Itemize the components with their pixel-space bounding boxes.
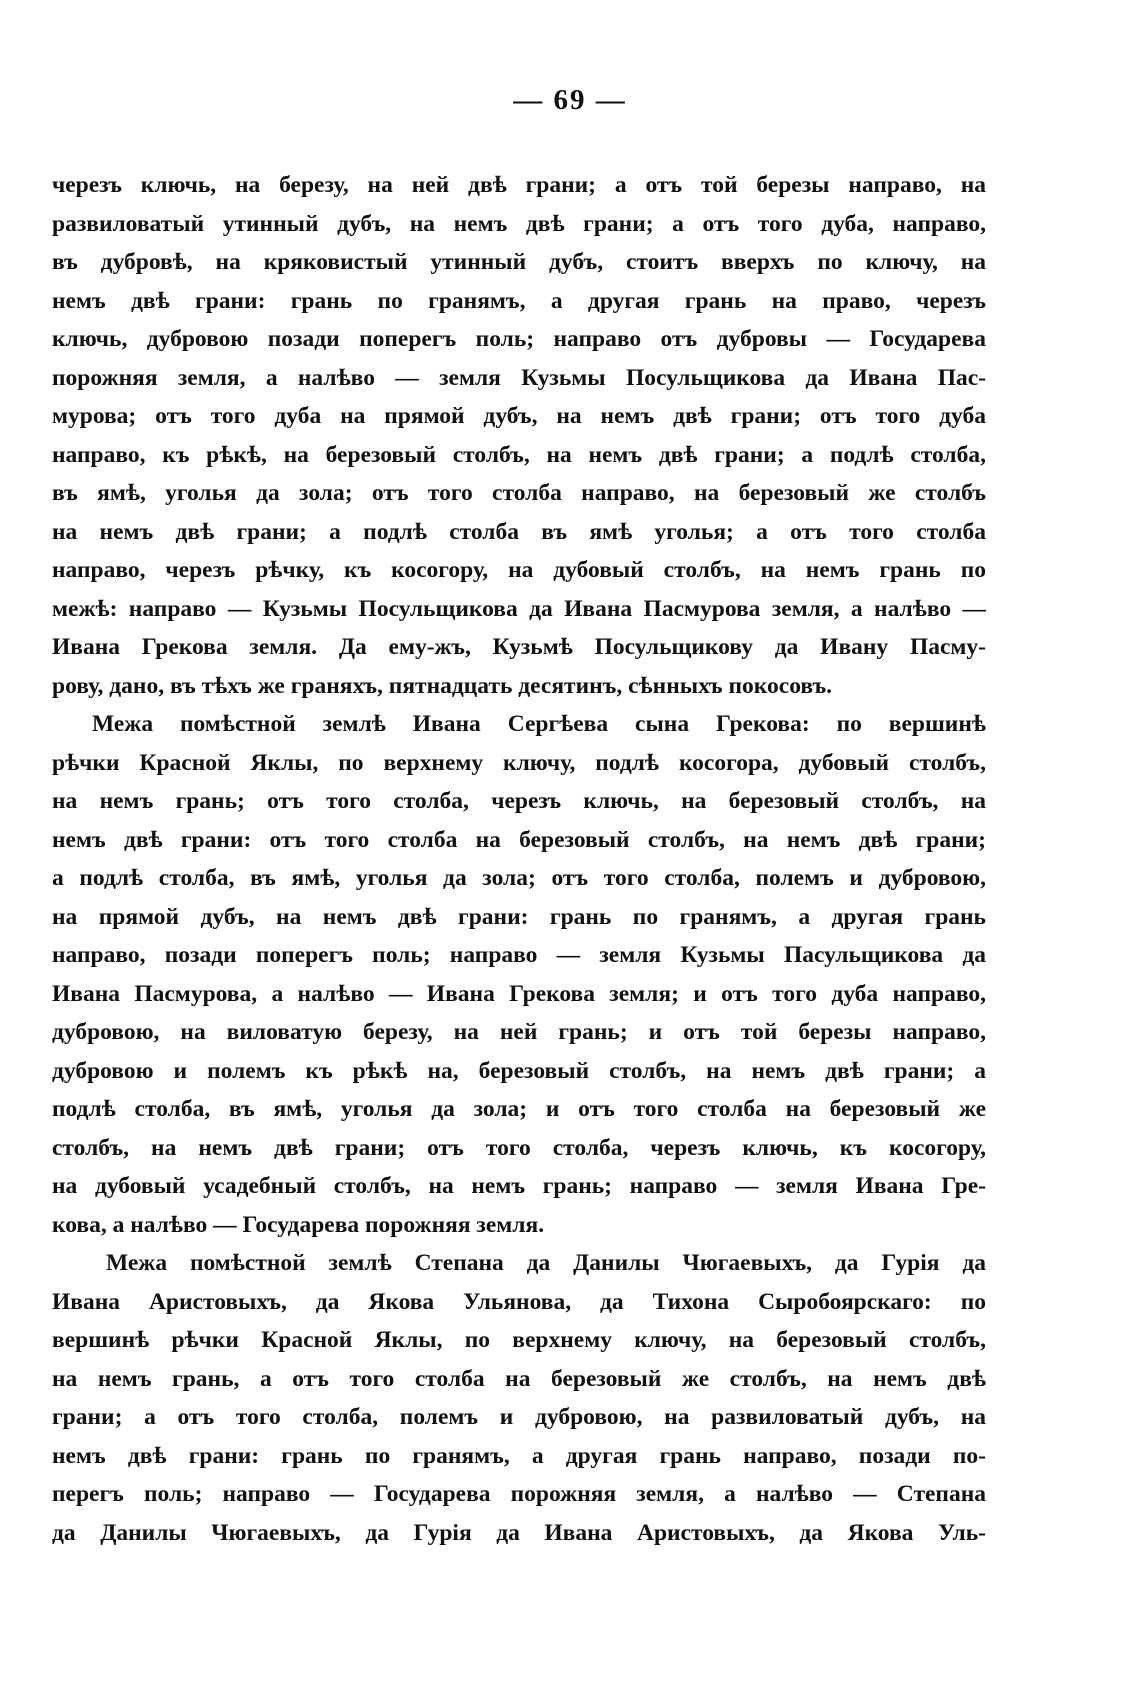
text-line: направо, черезъ рѣчку, къ косогору, на дубовый столбъ, на немъ грань по bbox=[52, 557, 986, 583]
text-line: немъ двѣ грани: грань по гранямъ, а другая грань на право, черезъ bbox=[52, 287, 986, 314]
text-line: мурова; отъ того дуба на прямой дубъ, на немъ двѣ грани; отъ того дуба bbox=[52, 403, 986, 429]
text-line: кова, а налѣво — Государева порожняя земля. bbox=[52, 1211, 545, 1238]
text-line: на немъ двѣ грани; а подлѣ столба въ ямѣ уголья; а отъ того столба bbox=[52, 518, 986, 545]
text-line: а подлѣ столба, въ ямѣ, уголья да зола; отъ того столба, полемъ и дубровою, bbox=[52, 865, 986, 891]
text-line: перегъ поль; направо — Государева порожняя земля, а налѣво — Степана bbox=[52, 1481, 986, 1507]
text-line: въ ямѣ, уголья да зола; отъ того столба направо, на березовый же столбъ bbox=[52, 480, 986, 506]
text-line: направо, къ рѣкѣ, на березовый столбъ, на немъ двѣ грани; а подлѣ столба, bbox=[52, 441, 986, 468]
body-text bbox=[52, 166, 986, 1552]
text-line: Ивана Грекова земля. Да ему-жъ, Кузьмѣ Посульщикову да Ивану Пасму- bbox=[52, 634, 986, 660]
text-line: Ивана Аристовыхъ, да Якова Ульянова, да Тихона Сыробоярскаго: по bbox=[52, 1288, 986, 1315]
text-line: немъ двѣ грани: грань по гранямъ, а другая грань направо, позади по- bbox=[52, 1442, 986, 1469]
text-line: направо, позади поперегъ поль; направо — земля Кузьмы Пасульщикова да bbox=[52, 942, 986, 968]
text-line: рову, дано, въ тѣхъ же граняхъ, пятнадцать десятинъ, сѣнныхъ покосовъ. bbox=[52, 672, 833, 699]
text-line: подлѣ столба, въ ямѣ, уголья да зола; и отъ того столба на березовый же bbox=[52, 1096, 986, 1122]
text-line: да Данилы Чюгаевыхъ, да Гурія да Ивана Аристовыхъ, да Якова Уль- bbox=[52, 1519, 986, 1546]
text-line: черезъ ключь, на березу, на ней двѣ грани; а отъ той березы направо, на bbox=[52, 172, 986, 198]
text-line: дубровою и полемъ къ рѣкѣ на, березовый столбъ, на немъ двѣ грани; а bbox=[52, 1057, 986, 1084]
text-line: порожняя земля, а налѣво — земля Кузьмы Посульщикова да Ивана Пас- bbox=[52, 364, 986, 391]
text-line: развиловатый утинный дубъ, на немъ двѣ грани; а отъ того дуба, направо, bbox=[52, 210, 986, 237]
text-line: на немъ грань; отъ того столба, черезъ ключь, на березовый столбъ, на bbox=[52, 788, 986, 814]
text-line: на немъ грань, а отъ того столба на березовый же столбъ, на немъ двѣ bbox=[52, 1365, 986, 1392]
text-line: немъ двѣ грани: отъ того столба на березовый столбъ, на немъ двѣ грани; bbox=[52, 826, 986, 853]
text-line: на дубовый усадебный столбъ, на немъ грань; направо — земля Ивана Гре- bbox=[52, 1173, 986, 1199]
text-line: рѣчки Красной Яклы, по верхнему ключу, подлѣ косогора, дубовый столбъ, bbox=[52, 749, 986, 776]
text-line: грани; а отъ того столба, полемъ и дубровою, на развиловатый дубъ, на bbox=[52, 1404, 986, 1430]
text-line: дубровою, на виловатую березу, на ней грань; и отъ той березы направо, bbox=[52, 1019, 986, 1045]
text-line: столбъ, на немъ двѣ грани; отъ того столба, черезъ ключь, къ косогору, bbox=[52, 1134, 986, 1161]
text-line: ключь, дубровою позади поперегъ поль; направо отъ дубровы — Государева bbox=[52, 326, 986, 352]
text-line: на прямой дубъ, на немъ двѣ грани: грань по гранямъ, а другая грань bbox=[52, 903, 986, 930]
text-line: Межа помѣстной землѣ Степана да Данилы Чюгаевыхъ, да Гурія да bbox=[106, 1250, 986, 1276]
text-line: межѣ: направо — Кузьмы Посульщикова да Ивана Пасмурова земля, а налѣво — bbox=[52, 595, 986, 622]
text-line: Межа помѣстной землѣ Ивана Сергѣева сына Грекова: по вершинѣ bbox=[92, 711, 986, 737]
page-number: — 69 — bbox=[513, 84, 627, 116]
text-line: вершинѣ рѣчки Красной Яклы, по верхнему ключу, на березовый столбъ, bbox=[52, 1327, 986, 1353]
text-line: въ дубровѣ, на кряковистый утинный дубъ, стоитъ вверхъ по ключу, на bbox=[52, 249, 986, 275]
text-line: Ивана Пасмурова, а налѣво — Ивана Грекова земля; и отъ того дуба направо, bbox=[52, 980, 986, 1007]
